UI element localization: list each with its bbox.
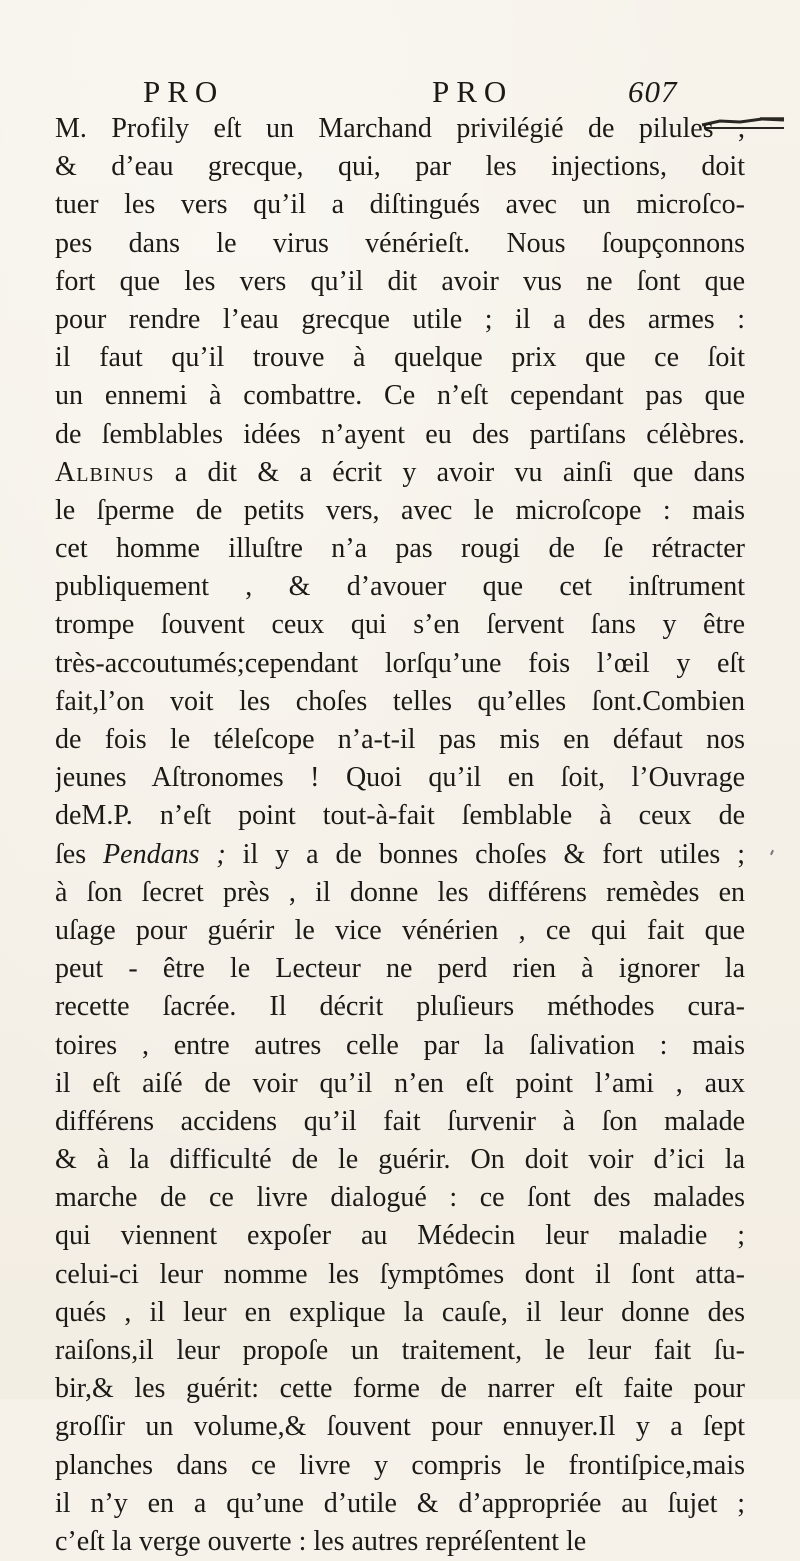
text-line: Albinus a dit & a écrit y avoir vu ainſi que dans	[55, 456, 745, 488]
text-line: pes dans le virus vénérieſt. Nous ſoupçonnons	[55, 227, 745, 259]
text-line: différens accidens qu’il fait ſurvenir à ſon malade	[55, 1105, 745, 1137]
text-line: pour rendre l’eau grecque utile ; il a des armes :	[55, 303, 745, 335]
text-line: trompe ſouvent ceux qui s’en ſervent ſans y être	[55, 609, 745, 641]
text-line: il faut qu’il trouve à quelque prix que ce ſoit	[55, 342, 745, 374]
text-line: marche de ce livre dialogué : ce ſont des malades	[55, 1182, 745, 1214]
text-line: M. Profily eſt un Marchand privilégié de pilules ,	[55, 113, 745, 144]
text-line: fort que les vers qu’il dit avoir vus ne ſont que	[55, 265, 745, 297]
text-line: cet homme illuſtre n’a pas rougi de ſe rétracter	[55, 533, 745, 565]
text-line: deM.P. n’eſt point tout-à-fait ſemblable à ceux de	[55, 800, 745, 832]
text-line: de fois le téleſcope n’a-t-il pas mis en défaut nos	[55, 724, 745, 755]
text-line: & d’eau grecque, qui, par les injections, doit	[55, 151, 745, 183]
page-number: 607	[628, 74, 678, 109]
text-line: très-accoutumés;cependant lorſqu’une fois l’œil y eſt	[55, 647, 745, 679]
running-head-left: PRO	[143, 74, 225, 109]
text-line: c’eſt la verge ouverte : les autres repréſentent le	[55, 1525, 587, 1557]
body-text	[55, 110, 745, 1561]
text-line: à ſon ſecret près , il donne les différens remèdes en	[55, 876, 745, 908]
text-line: ſes Pendans ; il y a de bonnes choſes & fort utiles ;	[55, 838, 745, 870]
text-line: bir,& les guérit: cette forme de narrer eſt faite pour	[55, 1373, 745, 1405]
text-line: de ſemblables idées n’ayent eu des partiſans célèbres.	[55, 418, 745, 450]
text-line: planches dans ce livre y compris le frontiſpice,mais	[55, 1449, 745, 1481]
text-line: publiquement , & d’avouer que cet inſtrument	[55, 571, 745, 603]
running-head	[0, 74, 800, 114]
text-line: qués , il leur en explique la cauſe, il leur donne des	[55, 1296, 745, 1328]
text-line: il n’y en a qu’une d’utile & d’appropriée au ſujet ;	[55, 1487, 745, 1519]
text-line: jeunes Aſtronomes ! Quoi qu’il en ſoit, l’Ouvrage	[55, 762, 745, 794]
ink-speck	[770, 850, 774, 855]
text-line: qui viennent expoſer au Médecin leur maladie ;	[55, 1220, 745, 1252]
text-line: toires , entre autres celle par la ſalivation : mais	[55, 1029, 745, 1061]
text-line: groſſir un volume,& ſouvent pour ennuyer.Il y a ſept	[55, 1411, 745, 1443]
text-line: le ſperme de petits vers, avec le microſcope : mais	[55, 494, 745, 526]
text-line: & à la difficulté de le guérir. On doit voir d’ici la	[55, 1144, 745, 1176]
text-line: uſage pour guérir le vice vénérien , ce qui fait que	[55, 914, 745, 946]
text-line: tuer les vers qu’il a diſtingués avec un microſco-	[55, 189, 745, 221]
text-line: un ennemi à combattre. Ce n’eſt cependant pas que	[55, 380, 745, 412]
text-line: celui-ci leur nomme les ſymptômes dont il ſont atta-	[55, 1258, 745, 1290]
author-name-albinus: Albinus	[55, 456, 155, 488]
italic-title-pendans: Pendans ;	[103, 838, 226, 870]
text-line: fait,l’on voit les choſes telles qu’elles ſont.Combien	[55, 685, 745, 717]
running-head-right: PRO	[432, 74, 514, 109]
text-line: raiſons,il leur propoſe un traitement, le leur fait ſu-	[55, 1335, 745, 1366]
text-line: recette ſacrée. Il décrit pluſieurs méthodes cura-	[55, 991, 745, 1023]
text-line: il eſt aiſé de voir qu’il n’en eſt point l’ami , aux	[55, 1067, 745, 1099]
text-line: peut - être le Lecteur ne perd rien à ignorer la	[55, 953, 745, 985]
